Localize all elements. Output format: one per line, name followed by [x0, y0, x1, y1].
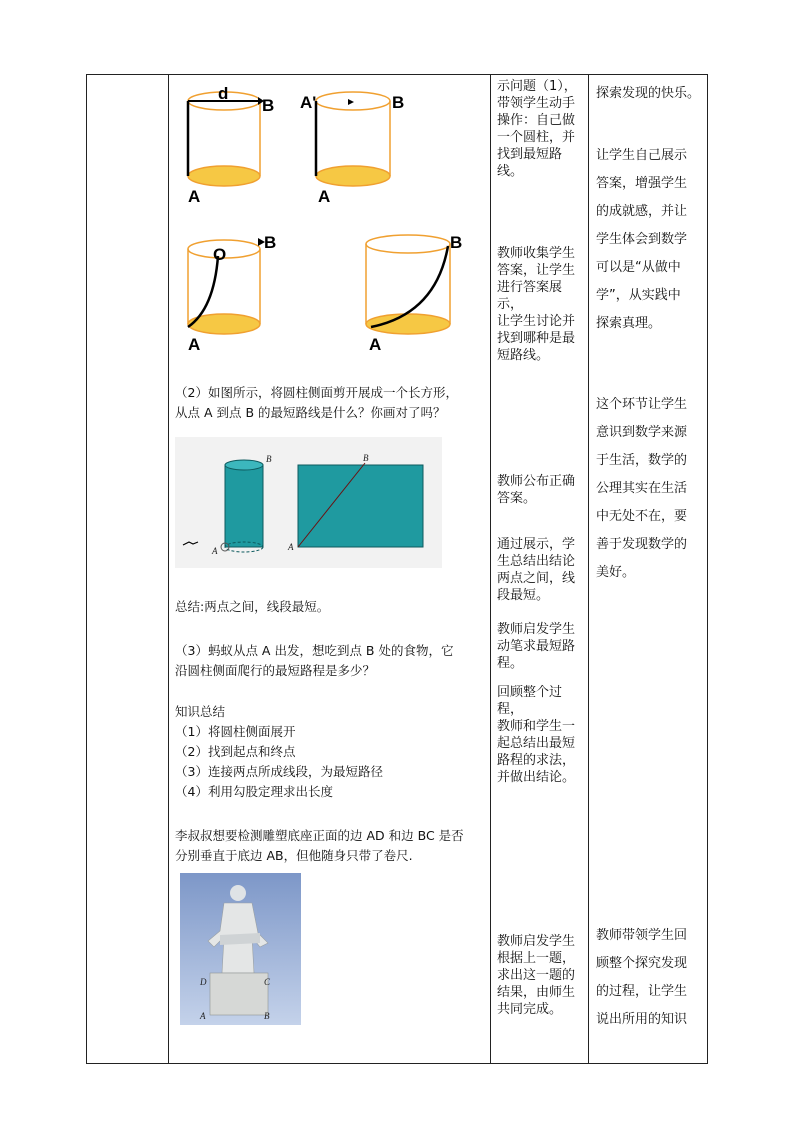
cylinder-figure-2 [300, 92, 404, 206]
step-item: （2）找到起点和终点 [175, 744, 296, 759]
label-a: A [369, 335, 382, 354]
teacher-activity-1: 示问题（1）， 带领学生动手 操作：自己做 一个圆柱，并 找到最短路线。 [497, 79, 577, 179]
design-intent-3: 这个环节让学生 意识到数学来源 于生活，数学的 公理其实在生活 中无处不在，要 善于发现数学的 美好。 [596, 397, 688, 580]
label-b: B [264, 1011, 270, 1021]
design-intent-1: 探索发现的快乐。 [596, 86, 701, 101]
teacher-activity-6: 回顾整个过程， 教师和学生一 起总结出最短 路程的求法， 并做出结论。 [497, 685, 576, 785]
label-o: O [213, 245, 227, 264]
teacher-activity-4: 通过展示，学 生总结出结论 两点之间，线 段最短。 [497, 537, 576, 603]
label-b: B [450, 233, 463, 252]
label-a: A [288, 542, 294, 552]
design-intent-4: 教师带领学生回 顾整个探究发现 的过程，让学生 说出所用的知识 [596, 928, 688, 1027]
label-b: B [392, 93, 405, 112]
step-item: （1）将圆柱侧面展开 [175, 724, 296, 739]
teacher-activity-7: 教师启发学生 根据上一题， 求出这一题的 结果，由师生 共同完成。 [497, 934, 576, 1017]
statue-image [180, 873, 301, 1025]
teacher-activity-3: 教师公布正确 答案。 [497, 474, 576, 506]
label-b: B [264, 233, 277, 252]
table-border-left [86, 74, 87, 1064]
summary-text: 总结:两点之间，线段最短。 [175, 599, 330, 614]
label-c: C [264, 977, 271, 987]
label-a: A [188, 187, 201, 206]
knowledge-summary [175, 702, 485, 802]
label-d: d [218, 84, 229, 103]
table-border-bottom [86, 1063, 708, 1064]
unrolled-cylinder-figure [175, 437, 442, 568]
design-intent-2: 让学生自己展示 答案，增强学生 的成就感，并让 学生体会到数学 可以是“从做中 学”，从实践中 探索真理。 [596, 148, 688, 331]
column-divider-3 [588, 74, 589, 1064]
step-item: （3）连接两点所成线段，为最短路径 [175, 764, 383, 779]
label-a-prime: A' [300, 93, 317, 112]
cylinder-figure-4 [366, 233, 462, 354]
column-divider-1 [168, 74, 169, 1064]
label-b: B [363, 453, 369, 463]
cylinder-figures [176, 84, 486, 359]
statue-problem: 李叔叔想要检测雕塑底座正面的边 AD 和边 BC 是否 分别垂直于底边 AB，但他随身只带了卷尺. [175, 828, 464, 863]
label-a: A [188, 335, 201, 354]
teacher-activity-5: 教师启发学生 动笔求最短路 程。 [497, 622, 576, 671]
table-border-top [86, 74, 708, 75]
label-a: A [200, 1011, 206, 1021]
step-item: （4）利用勾股定理求出长度 [175, 784, 333, 799]
cylinder-figure-3 [188, 233, 276, 354]
label-d: D [200, 977, 207, 987]
cylinder-figure-1 [188, 84, 274, 206]
label-a: A [212, 546, 218, 556]
question-2: （2）如图所示，将圆柱侧面剪开展成一个长方形， 从点 A 到点 B 的最短路线是什么？你画对了吗？ [175, 385, 458, 420]
knowledge-title: 知识总结 [175, 704, 226, 719]
label-a: A [318, 187, 331, 206]
column-divider-2 [490, 74, 491, 1064]
label-b: B [266, 454, 272, 464]
question-3: （3）蚂蚁从点 A 出发，想吃到点 B 处的食物，它 沿圆柱侧面爬行的最短路程是多少？ [175, 643, 454, 678]
label-b: B [262, 96, 275, 115]
teacher-activity-2: 教师收集学生 答案，让学生 进行答案展示， 让学生讨论并 找到哪种是最 短路线。 [497, 246, 576, 363]
table-border-right [707, 74, 708, 1064]
